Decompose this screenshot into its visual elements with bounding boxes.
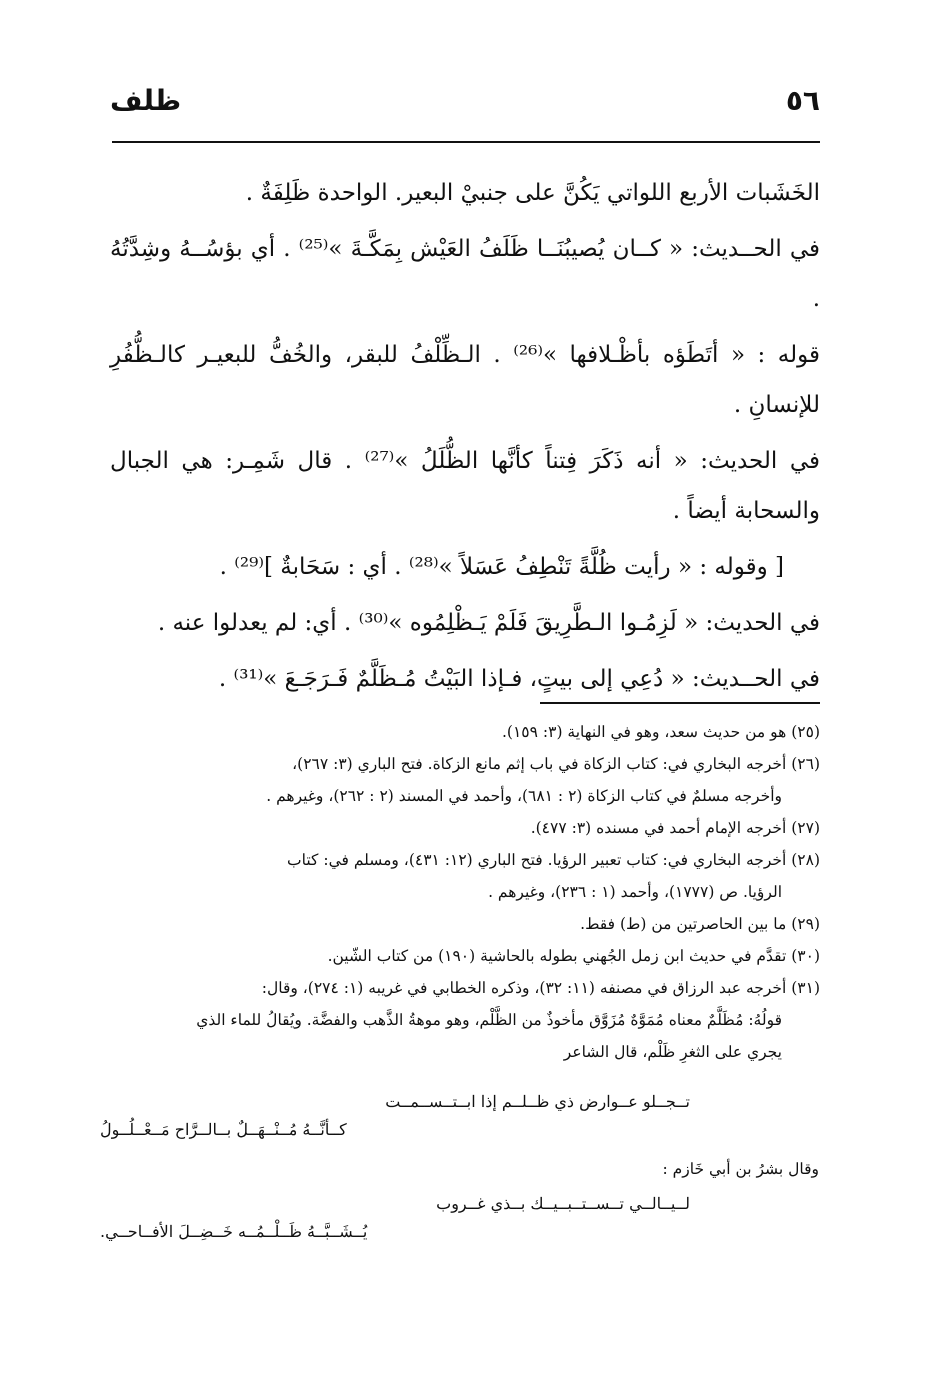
paragraph: الخَشَبات الأربع اللواتي يَكُنَّ على جنبيْ البعير. الواحدة ظَلِفَةٌ . (245, 180, 820, 206)
page-number: ٥٦ (785, 84, 820, 117)
paragraph: في الحــديث: « كــان يُصيبُنَــا ظَلَفُ العَيْش بِمَكَّـةَ »⁽²⁵⁾ . أي بؤسُــهُ وشِدَّتُهُ . (110, 236, 820, 312)
main-text (110, 168, 820, 710)
footnote: (٢٥) هو من حديث سعد، وهو في النهاية (٣: ١٥٩). (501, 723, 820, 741)
footnote-continuation: قولُهُ: مُظَلَّمٌ معناه مُمَوَّهٌ مُزَوَّق مأخوذٌ من الظَّلْم، وهو موهةُ الذَّهب والفضَّة. ويُقالُ للماء الذي (196, 1011, 782, 1029)
header-rule (112, 141, 820, 143)
footnote-continuation: يجري على الثغرِ ظَلْم، قال الشاعر (563, 1043, 782, 1061)
verse-introduction: وقال بشرُ بن أبي خَازم : (662, 1160, 819, 1178)
footnote: (٢٦) أخرجه البخاري في: كتاب الزكاة في باب إثم مانع الزكاة. فتح الباري (٣: ٢٦٧)، (292, 755, 820, 773)
footnote-continuation: الرؤيا. ص (١٧٧٧)، وأحمد (١ : ٢٣٦)، وغيرهم . (488, 883, 782, 901)
verse-hemistich-first: تــجــلو عــوارض ذي ظــلــم إذا ابــتــســمــت (385, 1092, 690, 1111)
footnote: (٢٧) أخرجه الإمام أحمد في مسنده (٣: ٤٧٧). (530, 819, 820, 837)
verse-hemistich-second: كــأنَّــهُ مُــنْــهَــلٌ بــالــرَّاح مَــعْــلُــولُ (100, 1120, 347, 1139)
footnote-continuation: وأخرجه مسلمٌ في كتاب الزكاة (٢ : ٦٨١)، وأحمد في المسند (٢ : ٢٦٢)، وغيرهم . (266, 787, 782, 805)
footnote: (٣٠) تقدَّم في حديث ابن زمل الجُهني بطوله بالحاشية (١٩٠) من كتاب الشّين. (327, 947, 820, 965)
footnote: (٢٩) ما بين الحاصرتين من (ط) فقط. (580, 915, 820, 933)
verse-hemistich-first: لــيــالــي تــســتــبــيــك بــذي غــروب (436, 1194, 690, 1213)
paragraph: في الحديث: « لَزِمُـوا الـطَّرِيقَ فَلَمْ يَـظْلِمُوه »⁽³⁰⁾ . أي: لم يعدلوا عنه . (157, 610, 820, 636)
paragraph: في الحديث: « أنه ذَكَرَ فِتناً كأنَّها الظُّلَلُ »⁽²⁷⁾ . قال شَمِـر: هي الجبال والسحابة أيضاً . (110, 448, 820, 524)
paragraph: قوله : « أتَطَؤه بأظْـلافها »⁽²⁶⁾ . الـظِّلْفُ للبقر، والخُفُّ للبعيـر كالـظُّفُرِ للإنسانِ . (110, 342, 820, 418)
paragraph: [ وقوله : « رأيت ظُلَّةً تَنْطِفُ عَسَلاً »⁽²⁸⁾ . أي : سَحَابةٌ ]⁽²⁹⁾ . (219, 554, 784, 580)
verse-hemistich-second: يُــشَــبَّــهُ ظَــلْــمُــه خَــضِــلَ الأفــاحــي. (100, 1222, 368, 1241)
running-header (110, 78, 820, 128)
footnote: (٢٨) أخرجه البخاري في: كتاب تعبير الرؤيا. فتح الباري (١٢: ٤٣١)، ومسلم في: كتاب (287, 851, 820, 869)
footnotes (110, 716, 820, 1068)
footnote: (٣١) أخرجه عبد الرزاق في مصنفه (١١: ٣٢)، وذكره الخطابي في غريبه (١: ٢٧٤)، وقال: (261, 979, 820, 997)
paragraph: في الحــديث: « دُعِي إلى بيتٍ، فـإذا البَيْتُ مُـظَلَّمٌ فَـرَجَـعَ »⁽³¹⁾ . (218, 666, 820, 692)
entry-headword: ظلف (110, 84, 182, 117)
footnote-rule (540, 702, 820, 704)
